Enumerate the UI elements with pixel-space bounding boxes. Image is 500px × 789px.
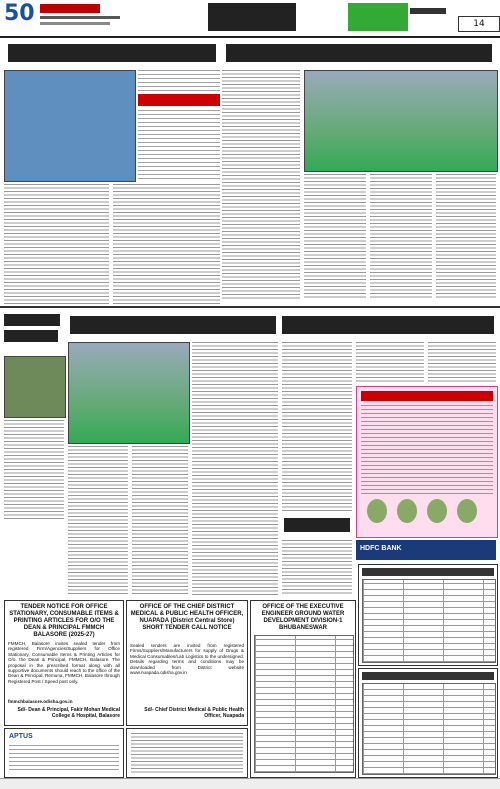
story-text (4, 184, 109, 304)
story-text (4, 420, 64, 520)
notice-table (362, 683, 496, 775)
competition-photo (68, 342, 190, 444)
story-text (370, 174, 432, 300)
headline-banner (280, 312, 496, 338)
story-text (138, 110, 220, 180)
headline-banner (68, 312, 278, 338)
story-text (132, 446, 188, 596)
headline-left-text (8, 44, 216, 62)
tender-notice-nuapada (126, 600, 248, 726)
small-headline-text (4, 314, 60, 326)
hdfc-ad (356, 540, 496, 560)
page-number (458, 16, 500, 32)
story-text (113, 184, 220, 304)
headline-right (222, 40, 496, 66)
classified-notice (358, 564, 498, 666)
divider (0, 306, 500, 308)
tender-body: FMMCH, Balasore invites sealed tender from registered Firm/Agencies/Suppliers for Office Stationary, Consumable Items & Printing Articles for O/o. the Dean & Principal, FMMCH, Balasore. The proposal in the prescribed format along with all supportive documents should reach to the office of the Dean & Principal, Remuna, FMMCH, Balasore through Registered Post / Speed post only. (8, 641, 120, 684)
small-headline-text (284, 518, 350, 532)
headline-banner-text (70, 316, 276, 334)
tender-notice-groundwater (250, 600, 356, 778)
anniversary-numeral: 50 (4, 1, 35, 26)
headline-banner-text (282, 316, 494, 334)
tender-title: OFFICE OF THE CHIEF DISTRICT MEDICAL & PUBLIC HEALTH OFFICER, NUAPADA (District Central Store) SHORT TENDER CALL NOTICE (130, 604, 244, 631)
page-footer (0, 778, 500, 789)
story-text (192, 342, 278, 596)
portrait-photo (457, 499, 477, 523)
portrait-photo (397, 499, 417, 523)
notice-heading (362, 568, 494, 576)
section-title (208, 3, 296, 31)
tender-website: fmmchbalasore.odisha.gov.in (8, 699, 73, 704)
aptus-ad-text (9, 745, 119, 773)
tender-signature: Sd/- Chief District Medical & Public Health Officer, Nuapada (144, 707, 244, 719)
small-headline (4, 312, 64, 352)
promo-image (348, 3, 408, 31)
story-text (282, 540, 352, 596)
story-intro-text (138, 70, 220, 92)
public-notice (126, 728, 248, 778)
notice-title (361, 391, 493, 401)
aptus-brand: APTUS (9, 733, 33, 740)
tender-title: OFFICE OF THE EXECUTIVE ENGINEER GROUND WATER DEVELOPMENT DIVISION-1 BHUBANESWAR (261, 604, 345, 631)
classified-notice (358, 668, 498, 778)
story-text (436, 174, 496, 300)
public-notice-text (131, 733, 243, 773)
headline-right-text (226, 44, 492, 62)
aptus-ad (4, 728, 124, 778)
newspaper-name (40, 4, 100, 13)
tender-signature: Sd/- Dean & Principal, Fakir Mohan Medical College & Hospital, Balasore (17, 707, 120, 719)
tender-notice-fmmch (4, 600, 124, 726)
small-headline-text (4, 330, 58, 342)
promo-caption (410, 8, 446, 14)
notice-text (361, 405, 493, 495)
notice-heading (362, 672, 494, 680)
notice-table (362, 579, 496, 663)
hdfc-brand: HDFC BANK (360, 545, 402, 552)
tender-table (254, 635, 354, 773)
story-text (282, 342, 352, 512)
tender-title: TENDER NOTICE FOR OFFICE STATIONARY, CONSUMABLE ITEMS & PRINTING ARTICLES FOR O/O THE DEAN & PRINCIPAL FMMCH BALASORE (2025-27) (9, 604, 119, 638)
portrait-photo (367, 499, 387, 523)
portrait-photo (427, 499, 447, 523)
tender-body: Sealed tenders are invited from registered Firms/Suppliers/Manufacturers for supply of Drugs & Medical Consumables/Lab Logistics to the undersigned. Details regarding terms and conditions may be downloaded from District website www.nuapada.odisha.gov.in (130, 643, 244, 676)
edition-info (40, 22, 110, 25)
school-notice-box (356, 386, 498, 538)
badminton-photo (4, 70, 136, 182)
story-text (356, 342, 424, 382)
dateline (40, 16, 120, 19)
story-text (222, 70, 300, 300)
mountaineers-group-photo (304, 70, 498, 172)
story-text (304, 174, 366, 300)
subhead-banner (138, 94, 220, 106)
group-photo (4, 356, 66, 418)
story-text (68, 446, 128, 596)
story-text (428, 342, 496, 382)
small-headline (282, 516, 352, 536)
anniversary-logo (4, 2, 34, 32)
headline-left (4, 40, 220, 66)
page-number-text: 14 (473, 19, 485, 29)
